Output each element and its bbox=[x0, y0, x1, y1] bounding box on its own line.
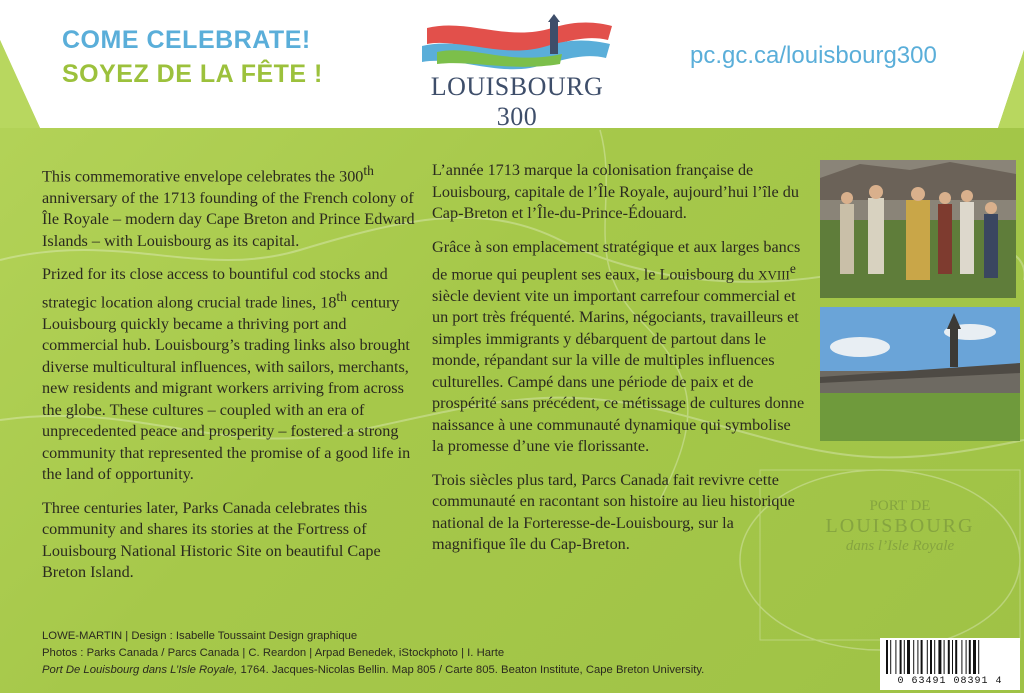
ribbon-flag-icon bbox=[412, 14, 622, 74]
credits-map: Port De Louisbourg dans L’Isle Royale, 1764. Jacques-Nicolas Bellin. Map 805 / Carte 805. Beaton Institute, Cape Breton University. bbox=[42, 664, 705, 676]
french-paragraph-2: Grâce à son emplacement stratégique et aux larges bancs de morue qui peuplent ses eaux, le Louisbourg du XVIIIe siècle devient vite un important carrefour commercial et un port très fréquenté. Marins, négociants, travailleurs et simples immigrants y débarquent de partout dans le monde, répandant sur la ville de multiples influences culturelles. Campé dans une période de paix et de prospérité sans précédent, ce métissage de cultures donne naissance à une communauté dynamique qui symbolise la promesse d’une vie florissante. bbox=[432, 237, 805, 456]
french-paragraph-3: Trois siècles plus tard, Parcs Canada fait revivre cette communauté en racontant son histoire au lieu historique national de la Forteresse-de-Louisbourg, sur la magnifique île du Cap-Breton. bbox=[432, 470, 795, 554]
english-paragraph-3: Three centuries later, Parks Canada celebrates this community and shares its stories at the Fortress of Louisbourg National Historic Site on beautiful Cape Breton Island. bbox=[42, 498, 381, 582]
english-paragraph-1: This commemorative envelope celebrates the 300th anniversary of the 1713 founding of the French colony of Île Royale – modern day Cape Breton and Prince Edward Islands – with Louisbourg as its capital. bbox=[42, 163, 415, 250]
louisbourg-300-logo bbox=[412, 14, 622, 131]
photo-fortress-buildings bbox=[820, 307, 1020, 441]
upc-barcode bbox=[880, 638, 1020, 690]
photo-costumed-visitors bbox=[820, 160, 1016, 298]
credits-design: LOWE-MARTIN | Design : Isabelle Toussaint Design graphique bbox=[42, 630, 358, 642]
tagline-french: SOYEZ DE LA FÊTE ! bbox=[62, 60, 323, 88]
header-flap bbox=[0, 0, 1024, 131]
english-paragraph-2: Prized for its close access to bountiful cod stocks and strategic location along crucial trade lines, 18th century Louisbourg quickly became a thriving port and commercial hub. Louisbourg’s trading links also brought diverse multicultural influences, with sailors, merchants, new residents and migrant workers arriving from across the globe. These cultures – coupled with an era of unprecedented peace and prosperity – fostered a strong community that represented the promise of a good life in the land of opportunity. bbox=[42, 265, 411, 484]
french-text-column bbox=[432, 160, 806, 568]
credits-photos: Photos : Parks Canada / Parcs Canada | C. Reardon | Arpad Benedek, iStockphoto | I. Harte bbox=[42, 647, 505, 659]
barcode-bars bbox=[880, 638, 1020, 676]
tagline-english: COME CELEBRATE! bbox=[62, 26, 311, 54]
french-paragraph-1: L’année 1713 marque la colonisation française de Louisbourg, capitale de l’Île Royale, aujourd’hui l’île du Cap-Breton et l’Île-du-Prince-Édouard. bbox=[432, 161, 799, 222]
barcode-digits: 0 63491 08391 4 bbox=[897, 676, 1003, 687]
website-link[interactable]: pc.gc.ca/louisbourg300 bbox=[690, 42, 937, 69]
english-text-column bbox=[42, 160, 417, 596]
map-cartouche: PORT DE LOUISBOURG dans l’Isle Royale bbox=[825, 498, 975, 554]
logo-wordmark: LOUISBOURG 300 bbox=[430, 72, 604, 131]
credits-block bbox=[42, 628, 802, 679]
